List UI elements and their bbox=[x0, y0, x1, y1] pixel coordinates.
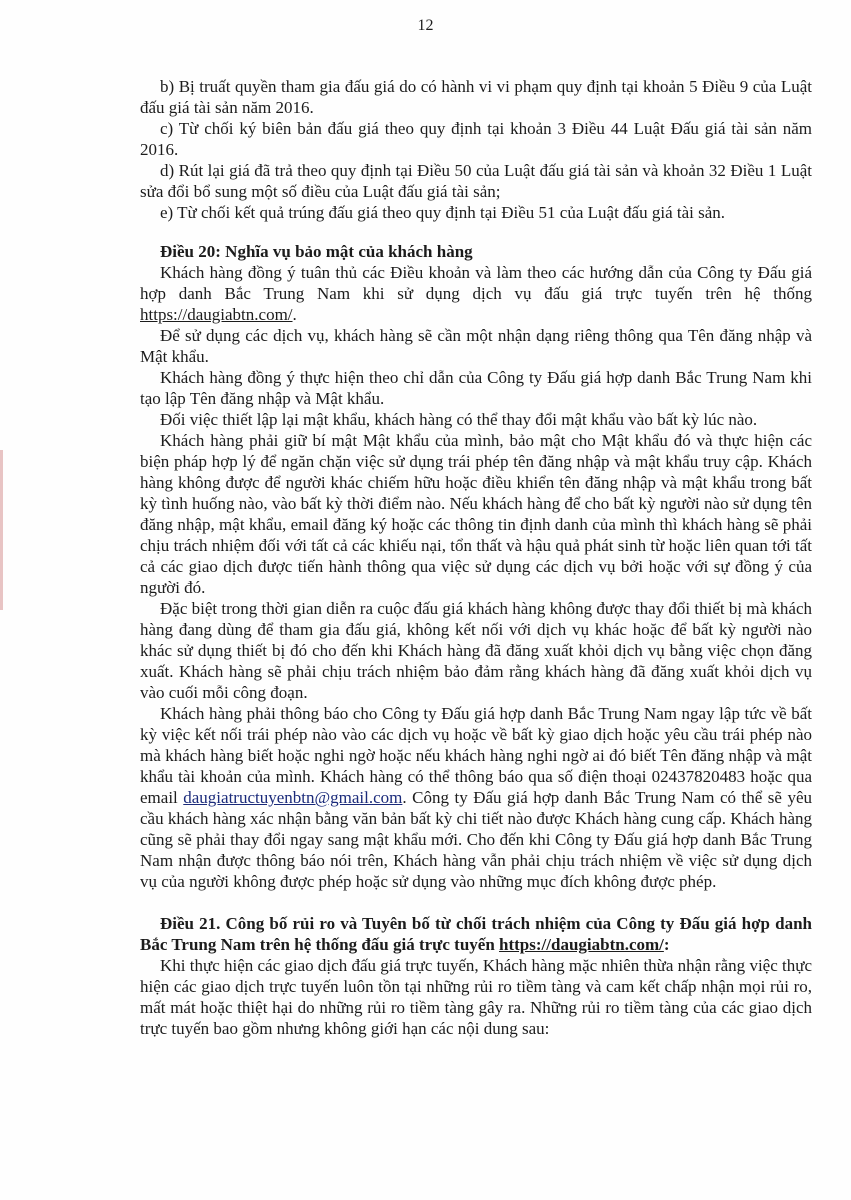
article-21-website-link[interactable]: https://daugiabtn.com/ bbox=[499, 935, 664, 954]
article-20-paragraph-4: Đối việc thiết lập lại mật khẩu, khách hàng có thể thay đổi mật khẩu vào bất kỳ lúc nào. bbox=[160, 410, 758, 429]
website-link[interactable]: https://daugiabtn.com/ bbox=[140, 305, 293, 324]
email-link[interactable]: daugiatructuyenbtn@gmail.com bbox=[183, 788, 403, 807]
article-21-heading-end: : bbox=[663, 935, 670, 954]
article-20-paragraph-7-end: . Công ty Đấu giá hợp danh Bắc Trung Nam có thể sẽ yêu cầu khách hàng xác nhận bằng văn bản bất kỳ chi tiết nào được Khách hàng cung cấp. Khách hàng cũng sẽ phải thay đổi ngay sang mật khẩu mới. Cho đến khi Công ty Đấu giá hợp danh Bắc Trung Nam nhận được thông báo nói trên, Khách hàng vẫn phải chịu trách nhiệm về việc sử dụng dịch vụ của người không được phép hoặc sử dụng vào những mục đích không được phép. bbox=[140, 788, 812, 891]
scan-edge-mark bbox=[0, 450, 3, 610]
list-item-b: b) Bị truất quyền tham gia đấu giá do có hành vi vi phạm quy định tại khoản 5 Điều 9 của Luật đấu giá tài sản năm 2016. bbox=[140, 77, 812, 117]
article-20-paragraph-5: Khách hàng phải giữ bí mật Mật khẩu của mình, bảo mật cho Mật khẩu đó và thực hiện các biện pháp hợp lý để ngăn chặn việc sử dụng trái phép tên đăng nhập và mật khẩu truy cập. Khách hàng không được để người khác chiếm hữu hoặc điều khiển tên đăng nhập và mật khẩu trong bất kỳ tình huống nào, vào bất kỳ thời điểm nào. Nếu khách hàng để cho bất kỳ người nào sử dụng tên đăng nhập, mật khẩu, email đăng ký hoặc các thông tin định danh của mình thì khách hàng sẽ phải chịu trách nhiệm đối với tất cả các khiếu nại, tổn thất và hậu quả phát sinh từ hoặc liên quan tới tất cả các giao dịch được tiến hành thông qua việc sử dụng các dịch vụ bởi hoặc với sự đồng ý của người đó. bbox=[140, 431, 812, 597]
article-20-paragraph-1-end: . bbox=[292, 305, 297, 324]
document-body bbox=[140, 76, 812, 1039]
article-20-paragraph-1-text: Khách hàng đồng ý tuân thủ các Điều khoản và làm theo các hướng dẫn của Công ty Đấu giá hợp danh Bắc Trung Nam khi sử dụng dịch vụ đấu giá trực tuyến trên hệ thống bbox=[140, 263, 812, 303]
list-item-e: e) Từ chối kết quả trúng đấu giá theo quy định tại Điều 51 của Luật đấu giá tài sản. bbox=[160, 203, 726, 222]
article-20-heading: Điều 20: Nghĩa vụ bảo mật của khách hàng bbox=[160, 242, 473, 261]
article-20-paragraph-7 bbox=[140, 703, 812, 892]
list-item-d: d) Rút lại giá đã trả theo quy định tại Điều 50 của Luật đấu giá tài sản và khoản 32 Điều 1 Luật sửa đổi bổ sung một số điều của Luật đấu giá tài sản; bbox=[140, 161, 812, 201]
article-20-paragraph-1 bbox=[140, 262, 812, 325]
list-item-c: c) Từ chối ký biên bản đấu giá theo quy định tại khoản 3 Điều 44 Luật Đấu giá tài sản năm 2016. bbox=[140, 119, 812, 159]
article-20-paragraph-3: Khách hàng đồng ý thực hiện theo chỉ dẫn của Công ty Đấu giá hợp danh Bắc Trung Nam khi tạo lập Tên đăng nhập và Mật khẩu. bbox=[140, 368, 812, 408]
article-20-paragraph-7-start: Khách hàng phải thông báo cho Công ty Đấu giá hợp danh Bắc Trung Nam ngay lập tức về bất kỳ việc kết nối trái phép nào vào các dịch vụ hoặc về bất kỳ giao dịch hoặc yêu cầu trái phép nào mà khách hàng biết hoặc nghi ngờ hoặc nếu khách hàng nghi ngờ ai đó biết Tên đăng nhập và mật khẩu tài khoản của mình. Khách hàng có thể thông báo qua số điện thoại 02437820483 hoặc qua email bbox=[140, 704, 812, 807]
article-21-heading-text: Điều 21. Công bố rủi ro và Tuyên bố từ chối trách nhiệm của Công ty Đấu giá hợp danh Bắc Trung Nam trên hệ thống đấu giá trực tuyến bbox=[140, 914, 812, 954]
article-20-paragraph-2: Để sử dụng các dịch vụ, khách hàng sẽ cần một nhận dạng riêng thông qua Tên đăng nhập và Mật khẩu. bbox=[140, 326, 812, 366]
article-20-paragraph-6: Đặc biệt trong thời gian diễn ra cuộc đấu giá khách hàng không được thay đổi thiết bị mà khách hàng đang dùng để tham gia đấu giá, không kết nối với dịch vụ khác hoặc để bất kỳ người nào khác sử dụng thiết bị đó cho đến khi Khách hàng đã đăng xuất khỏi dịch vụ bằng việc chọn đăng xuất. Khách hàng sẽ phải chịu trách nhiệm bảo đảm rằng khách hàng đã đăng xuất khỏi dịch vụ vào cuối mỗi công đoạn. bbox=[140, 599, 812, 702]
page-number: 12 bbox=[417, 17, 434, 34]
article-21-heading bbox=[140, 913, 812, 955]
article-21-paragraph-1: Khi thực hiện các giao dịch đấu giá trực tuyến, Khách hàng mặc nhiên thừa nhận rằng việc thực hiện các giao dịch trực tuyến luôn tồn tại những rủi ro tiềm tàng và cam kết chấp nhận mọi rủi ro, mất mát hoặc thiệt hại do những rủi ro tiềm tàng gây ra. Những rủi ro tiềm tàng của các giao dịch trực tuyến bao gồm nhưng không giới hạn các nội dung sau: bbox=[140, 956, 812, 1038]
